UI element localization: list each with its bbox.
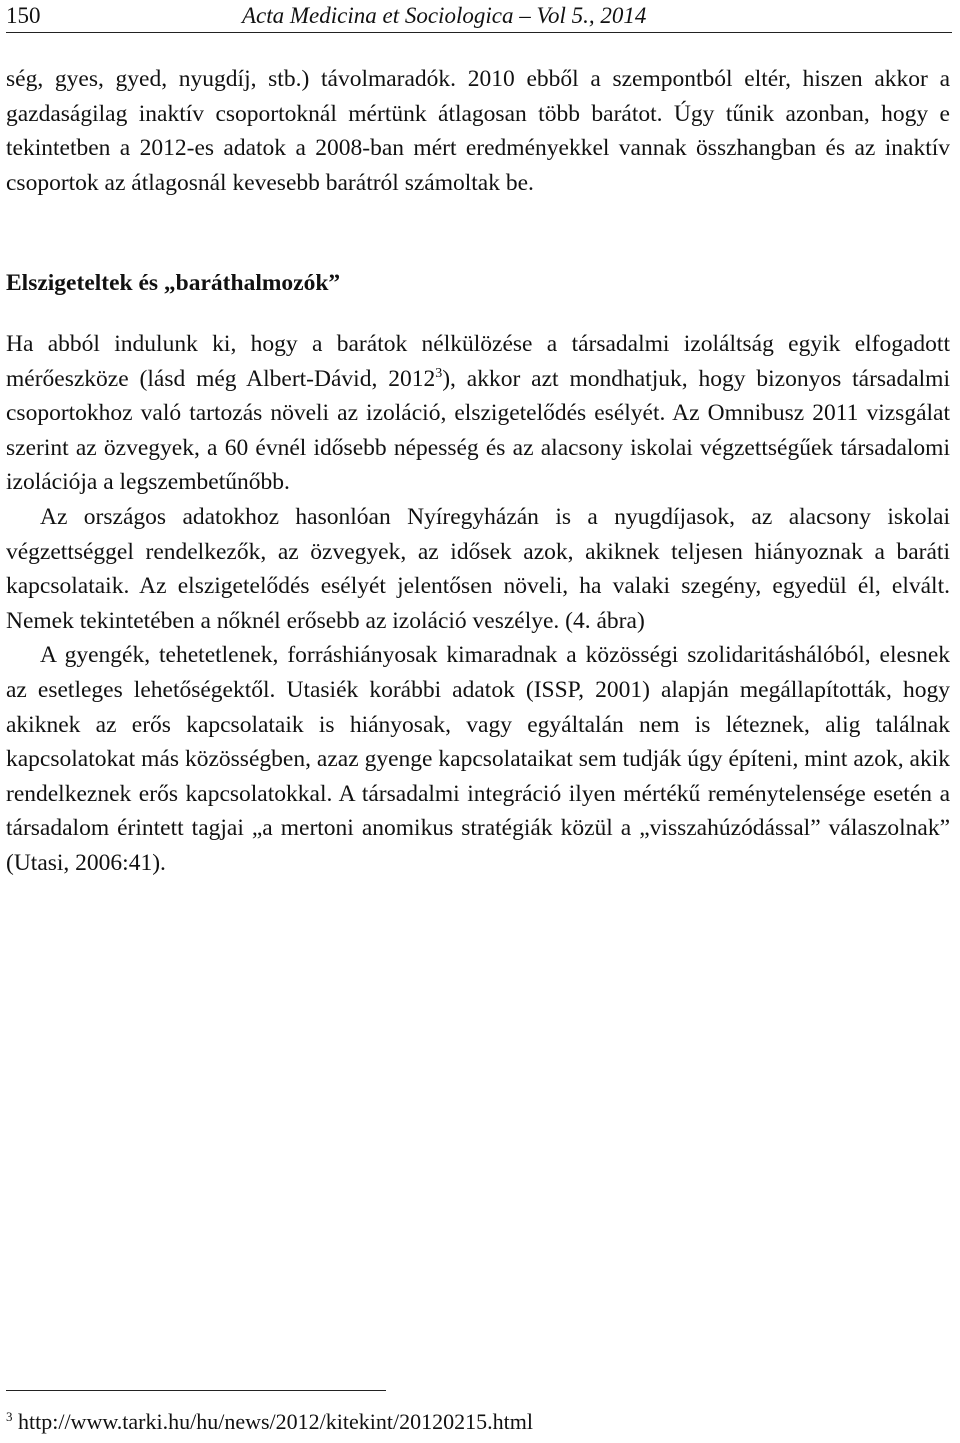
footnote-divider bbox=[6, 1390, 386, 1391]
footnote-number: 3 bbox=[6, 1409, 13, 1424]
journal-title: Acta Medicina et Sociologica – Vol 5., 2014 bbox=[242, 3, 647, 28]
intro-paragraph: ség, gyes, gyed, nyugdíj, stb.) távolmaradók. 2010 ebből a szempontból eltér, hiszen akkor a gazdaságilag inaktív csoportoknál mértünk átlagosan több barátot. Úgy tűnik azonban, hogy e tekintetben a 2012-es adatok a 2008-ban mért eredményekkel vannak összhangban és az inaktív csoportok az átlagosnál kevesebb barátról számoltak be. bbox=[6, 66, 950, 196]
footnote-reference[interactable]: 3 bbox=[435, 365, 443, 381]
section-heading: Elszigeteltek és „baráthalmozók” bbox=[6, 270, 341, 297]
section-paragraph-2: Az országos adatokhoz hasonlóan Nyíregyházán is a nyugdíjasok, az alacsony iskolai végzettséggel rendelkezők, az özvegyek, az idősek azok, akiknek teljesen hiányoznak a baráti kapcsolataik. Az elszigetelődés esélyét jelentősen növeli, ha valaki szegény, egyedül él, elvált. Nemek tekintetében a nőknél erősebb az izoláció veszélye. (4. ábra) bbox=[6, 503, 950, 634]
section-paragraph-1 bbox=[6, 327, 950, 500]
section-paragraph-3: A gyengék, tehetetlenek, forráshiányosak kimaradnak a közösségi szolidaritáshálóból, elesnek az esetleges lehetőségektől. Utasiék korábbi adatok (ISSP, 2001) alapján megállapították, hogy akiknek az erős kapcsolataik is hiányosak, vagy egyáltalán nem is léteznek, alig találnak kapcsolatokat más közösségben, azaz gyenge kapcsolataikat sem tudják úgy építeni, mint azok, akik rendelkeznek erős kapcsolatokkal. A társadalmi integráció ilyen mértékű reménytelensége esetén a társadalom érintett tagjai „a mertoni anomikus stratégiák közül a „visszahúzódással” válaszolnak” (Utasi, 2006:41). bbox=[6, 642, 950, 876]
paragraph-1-text-a: Ha abból indulunk ki, hogy a barátok nélkülözése a társadalmi izoláltság egyik elfogadott mérőeszköze (lásd még Albert-Dávid, 2012 bbox=[6, 330, 950, 392]
document-page bbox=[6, 0, 952, 1443]
body-text bbox=[6, 62, 950, 880]
paragraph-1-text-b: ), akkor azt mondhatjuk, hogy bizonyos társadalmi csoportokhoz való tartozás növeli az izoláció, elszigetelődés esélyét. Az Omnibusz 2011 vizsgálat szerint az özvegyek, a 60 évnél idősebb népesség és az alacsony iskolai végzettségűek társadalomi izolációja a legszembetűnőbb. bbox=[6, 365, 950, 496]
running-header bbox=[6, 2, 952, 33]
page-number: 150 bbox=[6, 3, 41, 28]
footnote-url[interactable]: http://www.tarki.hu/hu/news/2012/kitekint/20120215.html bbox=[18, 1409, 533, 1434]
footnote bbox=[6, 1408, 533, 1436]
